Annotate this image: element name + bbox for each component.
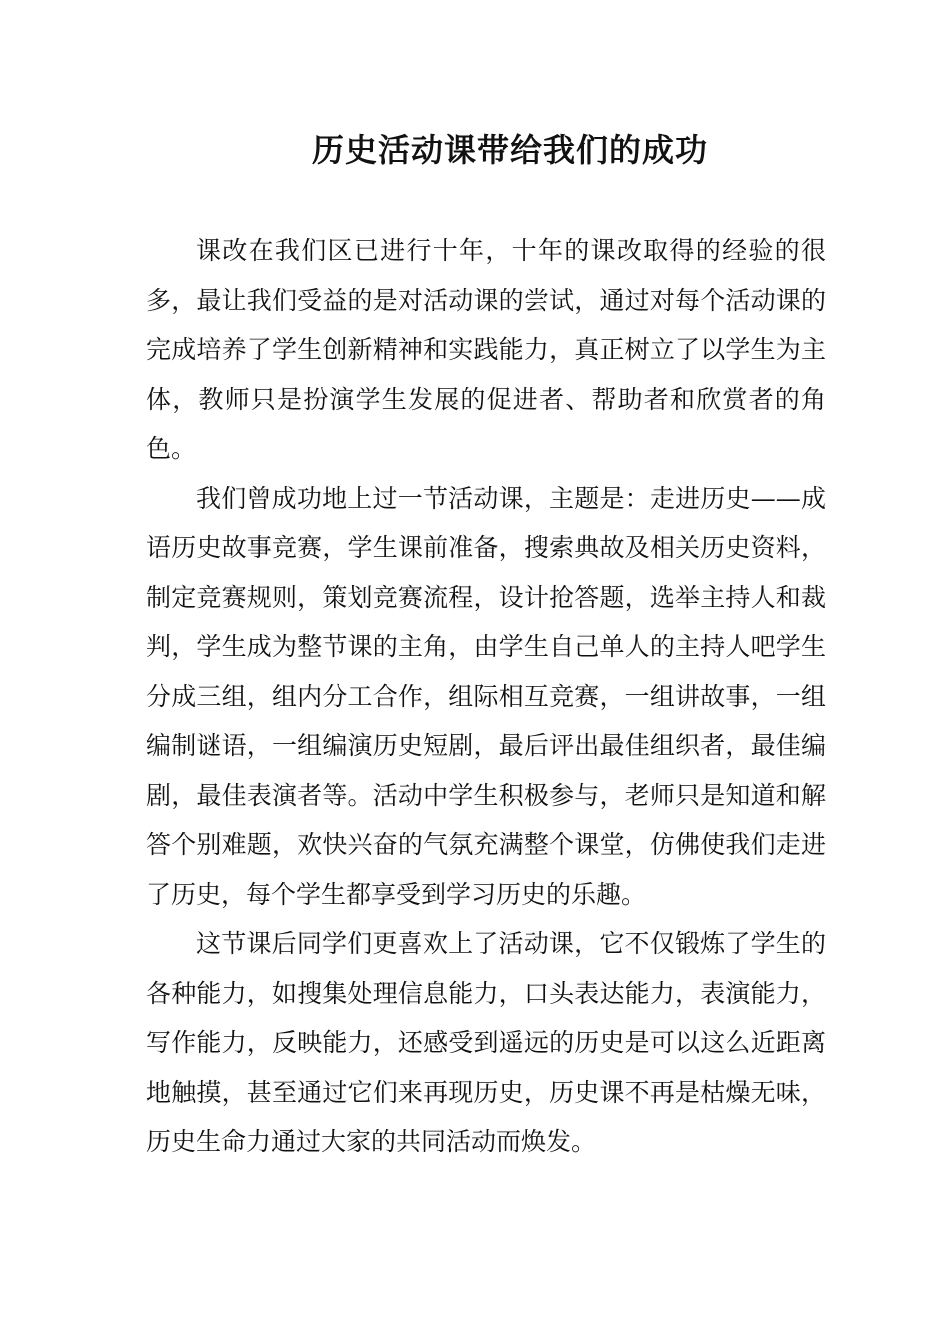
paragraph-1: 课改在我们区已进行十年，十年的课改取得的经验的很多，最让我们受益的是对活动课的尝试，通过对每个活动课的完成培养了学生创新精神和实践能力，真正树立了以学生为主体，教师只是扮演学生发展的促进者、帮助者和欣赏者的角色。 [146,236,826,463]
document-title: 历史活动课带给我们的成功 [311,131,708,169]
paragraph-3: 这节课后同学们更喜欢上了活动课，它不仅锻炼了学生的各种能力，如搜集处理信息能力，口头表达能力，表演能力，写作能力，反映能力，还感受到遥远的历史是可以这么近距离地触摸，甚至通过它们来再现历史，历史课不再是枯燥无味，历史生命力通过大家的共同活动而焕发。 [146,929,826,1156]
paragraph-2: 我们曾成功地上过一节活动课，主题是：走进历史——成语历史故事竞赛，学生课前准备，搜索典故及相关历史资料，制定竞赛规则，策划竞赛流程，设计抢答题，选举主持人和裁判，学生成为整节课的主角，由学生自己单人的主持人吧学生分成三组，组内分工合作，组际相互竞赛，一组讲故事，一组编制谜语，一组编演历史短剧，最后评出最佳组织者，最佳编剧，最佳表演者等。活动中学生积极参与，老师只是知道和解答个别难题，欢快兴奋的气氛充满整个课堂，仿佛使我们走进了历史，每个学生都享受到学习历史的乐趣。 [146,483,826,909]
document-body [146,226,826,1167]
